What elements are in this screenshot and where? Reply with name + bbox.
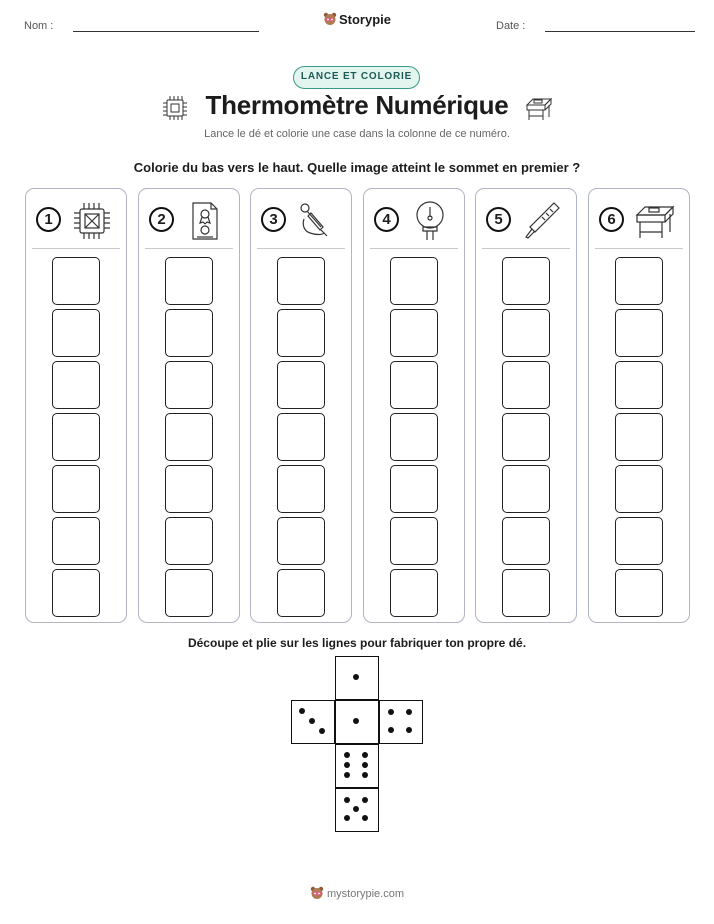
die-pip (344, 762, 350, 768)
color-cell[interactable] (390, 257, 438, 305)
color-cell[interactable] (390, 517, 438, 565)
color-cell[interactable] (52, 257, 100, 305)
die-pip (406, 709, 412, 715)
die-face-5 (335, 788, 379, 832)
color-cell[interactable] (165, 309, 213, 357)
column-number: 6 (599, 207, 624, 232)
bear-logo-icon (310, 886, 324, 900)
color-cell[interactable] (165, 361, 213, 409)
color-cell[interactable] (277, 569, 325, 617)
soldering-iron-icon (295, 199, 339, 243)
die-pip (344, 815, 350, 821)
die-instruction: Découpe et plie sur les lignes pour fabriquer ton propre dé. (187, 636, 527, 650)
column-2 (138, 188, 240, 623)
cell-stack (165, 257, 213, 621)
cell-stack (390, 257, 438, 621)
microchip-icon (70, 199, 114, 243)
coloring-instruction: Colorie du bas vers le haut. Quelle image atteint le sommet en premier ? (133, 160, 581, 175)
die-pip (344, 772, 350, 778)
color-cell[interactable] (52, 309, 100, 357)
die-pip (388, 709, 394, 715)
color-cell[interactable] (277, 361, 325, 409)
color-cell[interactable] (502, 257, 550, 305)
column-4 (363, 188, 465, 623)
name-label: Nom : (24, 20, 54, 32)
column-number: 5 (486, 207, 511, 232)
color-cell[interactable] (165, 413, 213, 461)
brand-name: Storypie (338, 12, 391, 27)
die-face-4 (379, 700, 423, 744)
color-cell[interactable] (615, 517, 663, 565)
date-line[interactable] (545, 20, 695, 32)
column-header (145, 199, 233, 249)
color-cell[interactable] (615, 569, 663, 617)
die-pip (362, 752, 368, 758)
color-cell[interactable] (277, 257, 325, 305)
die-pip (344, 752, 350, 758)
die-pip (319, 728, 325, 734)
column-header (595, 199, 683, 249)
color-cell[interactable] (52, 517, 100, 565)
color-cell[interactable] (615, 361, 663, 409)
die-pip (406, 727, 412, 733)
die-pip (353, 806, 359, 812)
cell-stack (52, 257, 100, 621)
workbench-icon (524, 93, 554, 123)
page-title: Thermomètre Numérique (205, 90, 509, 120)
die-pip (362, 797, 368, 803)
die-pip (309, 718, 315, 724)
color-cell[interactable] (277, 517, 325, 565)
column-header (482, 199, 570, 249)
color-cell[interactable] (502, 517, 550, 565)
die-pip (344, 797, 350, 803)
color-cell[interactable] (277, 413, 325, 461)
footer-url: mystorypie.com (326, 888, 405, 900)
color-cell[interactable] (52, 569, 100, 617)
color-cell[interactable] (52, 465, 100, 513)
color-cell[interactable] (277, 465, 325, 513)
die-pip (353, 674, 359, 680)
column-1 (25, 188, 127, 623)
thermistor-icon (408, 199, 452, 243)
column-6 (588, 188, 690, 623)
color-cell[interactable] (502, 309, 550, 357)
color-cell[interactable] (615, 465, 663, 513)
column-3 (250, 188, 352, 623)
workbench-icon (633, 199, 677, 243)
column-5 (475, 188, 577, 623)
column-number: 1 (36, 207, 61, 232)
color-cell[interactable] (390, 465, 438, 513)
color-cell[interactable] (390, 569, 438, 617)
color-cell[interactable] (165, 465, 213, 513)
column-number: 4 (374, 207, 399, 232)
color-cell[interactable] (615, 413, 663, 461)
die-pip (388, 727, 394, 733)
color-cell[interactable] (502, 413, 550, 461)
color-cell[interactable] (165, 257, 213, 305)
die-pip (299, 708, 305, 714)
die-face-1 (335, 700, 379, 744)
die-face-1 (335, 656, 379, 700)
digital-thermometer-icon (520, 199, 564, 243)
column-header (257, 199, 345, 249)
color-cell[interactable] (390, 309, 438, 357)
cell-stack (277, 257, 325, 621)
date-field[interactable] (496, 20, 695, 32)
color-cell[interactable] (615, 309, 663, 357)
color-cell[interactable] (165, 569, 213, 617)
color-cell[interactable] (502, 465, 550, 513)
bear-logo-icon (323, 12, 337, 26)
column-number: 2 (149, 207, 174, 232)
die-face-3 (291, 700, 335, 744)
die-pip (362, 772, 368, 778)
column-header (32, 199, 120, 249)
subtitle: Lance le dé et colorie une case dans la colonne de ce numéro. (204, 128, 510, 140)
color-cell[interactable] (165, 517, 213, 565)
color-cell[interactable] (390, 361, 438, 409)
color-cell[interactable] (52, 361, 100, 409)
color-cell[interactable] (52, 413, 100, 461)
date-label: Date : (496, 20, 526, 32)
die-face-6 (335, 744, 379, 788)
die-pip (362, 815, 368, 821)
certificate-icon (183, 199, 227, 243)
activity-badge: LANCE ET COLORIE (293, 66, 420, 89)
color-cell[interactable] (502, 361, 550, 409)
color-cell[interactable] (277, 309, 325, 357)
color-cell[interactable] (615, 257, 663, 305)
cell-stack (615, 257, 663, 621)
color-cell[interactable] (502, 569, 550, 617)
column-number: 3 (261, 207, 286, 232)
cell-stack (502, 257, 550, 621)
die-pip (353, 718, 359, 724)
footer (0, 886, 714, 900)
column-header (370, 199, 458, 249)
die-pip (362, 762, 368, 768)
color-cell[interactable] (390, 413, 438, 461)
